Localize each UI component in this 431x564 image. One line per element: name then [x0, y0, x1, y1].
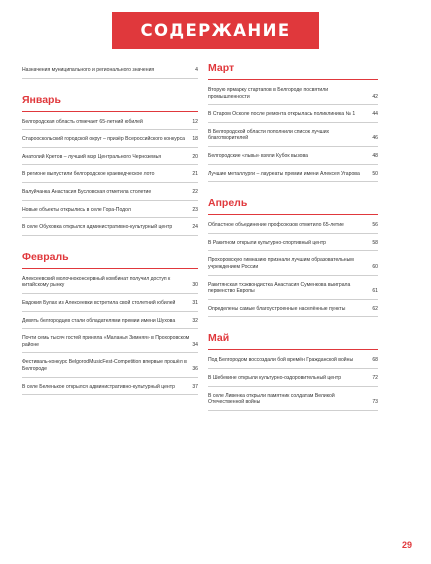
toc-entry-page: 4 [195, 67, 198, 73]
toc-entry-title: Анатолий Кретов – лучший мэр Центрального Черноземья [22, 153, 162, 160]
toc-entry-title: Алексеевский молочноконсервный комбинат получил доступ к китайскому рынку [22, 275, 171, 289]
section-heading-may: Май [208, 332, 378, 350]
section-heading-april: Апрель [208, 197, 378, 215]
toc-entry[interactable] [22, 335, 198, 353]
toc-entry-title: В селе Беленькое открылся административно-культурный центр [22, 383, 175, 390]
toc-entry-page: 34 [192, 341, 198, 348]
toc-entry-page: 46 [372, 135, 378, 142]
toc-entry-title: Старооскольский городской округ – призёр Всероссийского конкурса [22, 136, 185, 143]
toc-entry-title: Назначения муниципального и регионального значения [22, 67, 155, 73]
toc-entry-page: 58 [372, 239, 378, 246]
toc-entry-title: Вторую ярмарку стартапов в Белгороде посвятили промышленности [208, 87, 329, 100]
toc-entry-page: 68 [372, 357, 378, 364]
toc-entry-title: Лучшие металлурги – лауреаты премии имени Алексея Угарова [208, 170, 360, 177]
toc-entry-page: 73 [372, 399, 378, 406]
toc-entry[interactable] [22, 276, 198, 294]
toc-entry-title: Прохоровскую гимназию признали лучшим образовательным учреждением России [208, 257, 354, 270]
toc-entry[interactable] [22, 171, 198, 183]
toc-entry-page: 37 [192, 383, 198, 390]
toc-entry-title: В Ракитном открыли культурно-спортивный центр [208, 239, 327, 246]
toc-entry-title: В Белгородской области пополнили список лучших благотворителей [208, 128, 330, 142]
section-heading-february: Февраль [22, 251, 198, 269]
toc-entry-page: 20 [192, 153, 198, 160]
toc-entry[interactable] [208, 222, 378, 234]
toc-entry[interactable] [22, 300, 198, 312]
page-number: 29 [402, 540, 413, 550]
toc-entry-page: 56 [372, 222, 378, 229]
toc-entry-title: Фестиваль-конкурс BelgorodMusicFest-Competition впервые прошёл в Белгороде [22, 359, 187, 372]
toc-entry[interactable] [22, 189, 198, 201]
toc-entry-page: 48 [372, 152, 378, 159]
toc-entry[interactable] [22, 67, 198, 79]
page-title: СОДЕРЖАНИЕ [112, 12, 319, 49]
toc-entry-page: 18 [192, 136, 198, 143]
toc-entry-page: 50 [372, 170, 378, 177]
toc-entry-page: 30 [192, 282, 198, 289]
toc-entry[interactable] [208, 306, 378, 318]
toc-entry-page: 23 [192, 206, 198, 213]
toc-entry-title: Областное объединение профсоюзов отметило 65-летие [208, 222, 344, 229]
toc-entry[interactable] [22, 136, 198, 148]
toc-entry[interactable] [208, 357, 378, 369]
section-heading-january: Январь [22, 94, 198, 112]
toc-entry-page: 61 [372, 288, 378, 295]
toc-entry-title: Определены самые благоустроенные населённые пункты [208, 305, 346, 312]
toc-entry[interactable] [208, 257, 378, 275]
section-heading-march: Март [208, 62, 378, 80]
toc-column-right [208, 62, 378, 417]
toc-entry-page: 12 [192, 118, 198, 125]
toc-entry[interactable] [22, 224, 198, 236]
toc-entry-page: 62 [372, 305, 378, 312]
toc-entry-title: В Старом Осколе после ремонта открылась поликлиника № 1 [208, 111, 356, 118]
toc-entry-page: 42 [372, 93, 378, 100]
toc-entry[interactable] [22, 384, 198, 396]
toc-entry-page: 21 [192, 171, 198, 178]
toc-entry-page: 72 [372, 374, 378, 381]
toc-entry-title: Ракитянская тхэквондистка Анастасия Суменкова выиграла первенство Европы [208, 281, 351, 295]
toc-entry[interactable] [208, 171, 378, 183]
toc-entry-title: Девять белгородцев стали обладателями премии имени Шухова [22, 317, 176, 324]
toc-entry[interactable] [208, 87, 378, 105]
toc-entry[interactable] [208, 153, 378, 165]
toc-entry-title: В селе Ливенка открыли памятник солдатам Великой Отечественной войны [208, 392, 335, 406]
toc-entry-page: 44 [372, 111, 378, 118]
toc-column-left [22, 62, 198, 401]
toc-entry[interactable] [22, 207, 198, 219]
toc-entry-page: 32 [192, 317, 198, 324]
toc-entry[interactable] [208, 240, 378, 252]
toc-entry[interactable] [22, 119, 198, 131]
toc-entry-page: 36 [192, 365, 198, 372]
toc-entry-title: Почти семь тысяч гостей приняла «Маланья Зимняя» в Прохоровском районе [22, 335, 190, 348]
toc-entry[interactable] [208, 375, 378, 387]
toc-entry[interactable] [22, 359, 198, 377]
toc-entry[interactable] [22, 318, 198, 330]
toc-entry-title: Новые объекты открылись в селе Гора-Подол [22, 206, 131, 213]
toc-entry-title: Валуйчанка Анастасия Бусловская отметила столетие [22, 188, 152, 195]
toc-entry-page: 24 [192, 224, 198, 231]
toc-entry-title: В селе Обуховка открылся административно-культурный центр [22, 224, 173, 231]
toc-entry-page: 60 [372, 263, 378, 270]
toc-entry-page: 22 [192, 188, 198, 195]
toc-entry[interactable] [208, 129, 378, 147]
toc-entry-title: Под Белгородом воссоздали бой времён Гражданской войны [208, 357, 354, 364]
toc-entry-title: В регионе выпустили белгородское краеведческое лото [22, 171, 155, 178]
toc-entry[interactable] [208, 393, 378, 411]
toc-entry-page: 31 [192, 299, 198, 306]
toc-entry-title: В Шебекине открыли культурно-оздоровительный центр [208, 374, 342, 381]
toc-entry-title: Белгородская область отмечает 65-летний юбилей [22, 118, 143, 125]
toc-entry-title: Белгородские «львы» взяли Кубок вызова [208, 152, 308, 159]
toc-entry[interactable] [208, 282, 378, 300]
toc-entry-title: Евдокия Булах из Алексеевки встретила свой столетний юбилей [22, 299, 176, 306]
toc-entry[interactable] [208, 111, 378, 123]
toc-entry[interactable] [22, 154, 198, 166]
